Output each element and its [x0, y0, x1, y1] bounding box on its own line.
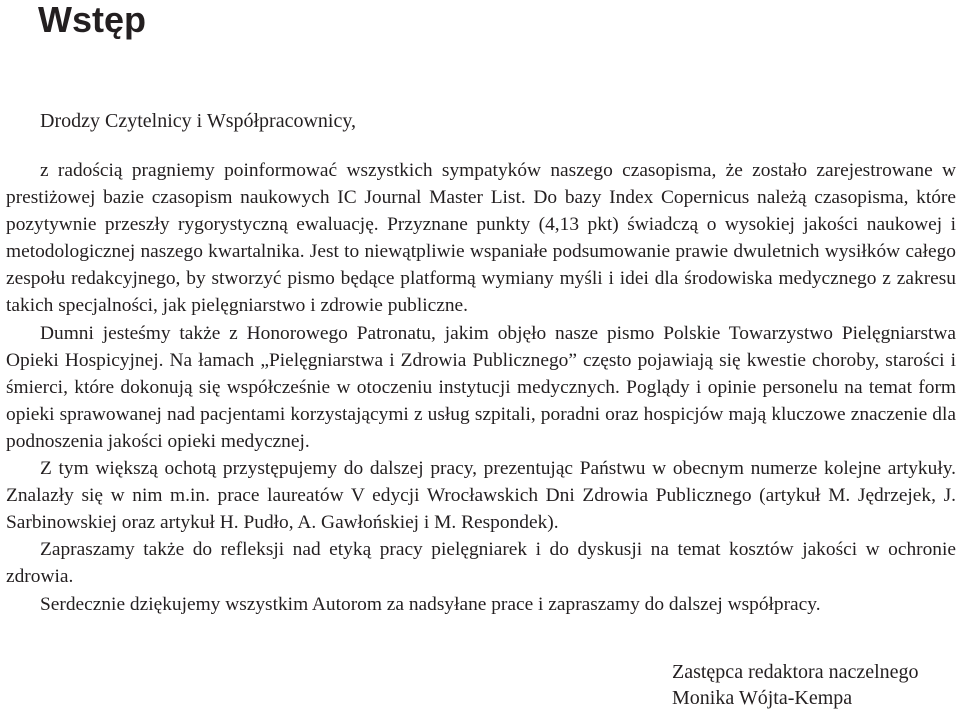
paragraph-1: z radością pragniemy poinformować wszystkich sympatyków naszego czasopisma, że zostało zarejestrowane w prestiżowej bazie czasopism naukowych IC Journal Master List. Do bazy Index Copernicus należą czasopisma, które pozytywnie przeszły rygorystyczną ewaluację. Przyznane punkty (4,13 pkt) świadczą o wysokiej jakości naukowej i metodologicznej naszego kwartalnika. Jest to niewątpliwie wspaniałe podsumowanie prawie dwuletnich wysiłków całego zespołu redakcyjnego, by stworzyć pismo będące platformą wymiany myśli i idei dla środowiska medycznego z zakresu takich specjalności, jak pielęgniarstwo i zdrowie publiczne. — [6, 160, 956, 317]
signature-name: Monika Wójta-Kempa — [672, 687, 853, 709]
salutation: Drodzy Czytelnicy i Współpracownicy, — [40, 110, 357, 132]
body-text — [6, 157, 956, 618]
paragraph-2: Dumni jesteśmy także z Honorowego Patronatu, jakim objęło nasze pismo Polskie Towarzystwo Pielęgniarstwa Opieki Hospicyjnej. Na łamach „Pielęgniarstwa i Zdrowia Publicznego” często pojawiają się kwestie choroby, starości i śmierci, które dokonują się współcześnie w otoczeniu instytucji medycznych. Poglądy i opinie personelu na temat form opieki sprawowanej nad pacjentami korzystającymi z usług szpitali, poradni oraz hospicjów mają kluczowe znaczenie dla podnoszenia jakości opieki medycznej. — [6, 322, 956, 452]
signature-role: Zastępca redaktora naczelnego — [672, 661, 919, 683]
signature-block — [672, 659, 919, 711]
paragraph-4: Zapraszamy także do refleksji nad etyką pracy pielęgniarek i do dyskusji na temat kosztów jakości w ochronie zdrowia. — [6, 539, 956, 588]
paragraph-3: Z tym większą ochotą przystępujemy do dalszej pracy, prezentując Państwu w obecnym numerze kolejne artykuły. Znalazły się w nim m.in. prace laureatów V edycji Wrocławskich Dni Zdrowia Publicznego (artykuł M. Jędrzejek, J. Sarbinowskiej oraz artykuł H. Pudło, A. Gawłońskiej i M. Respondek). — [6, 458, 956, 534]
page-title: Wstęp — [38, 0, 146, 40]
paragraph-5: Serdecznie dziękujemy wszystkim Autorom za nadsyłane prace i zapraszamy do dalszej współpracy. — [40, 593, 821, 615]
